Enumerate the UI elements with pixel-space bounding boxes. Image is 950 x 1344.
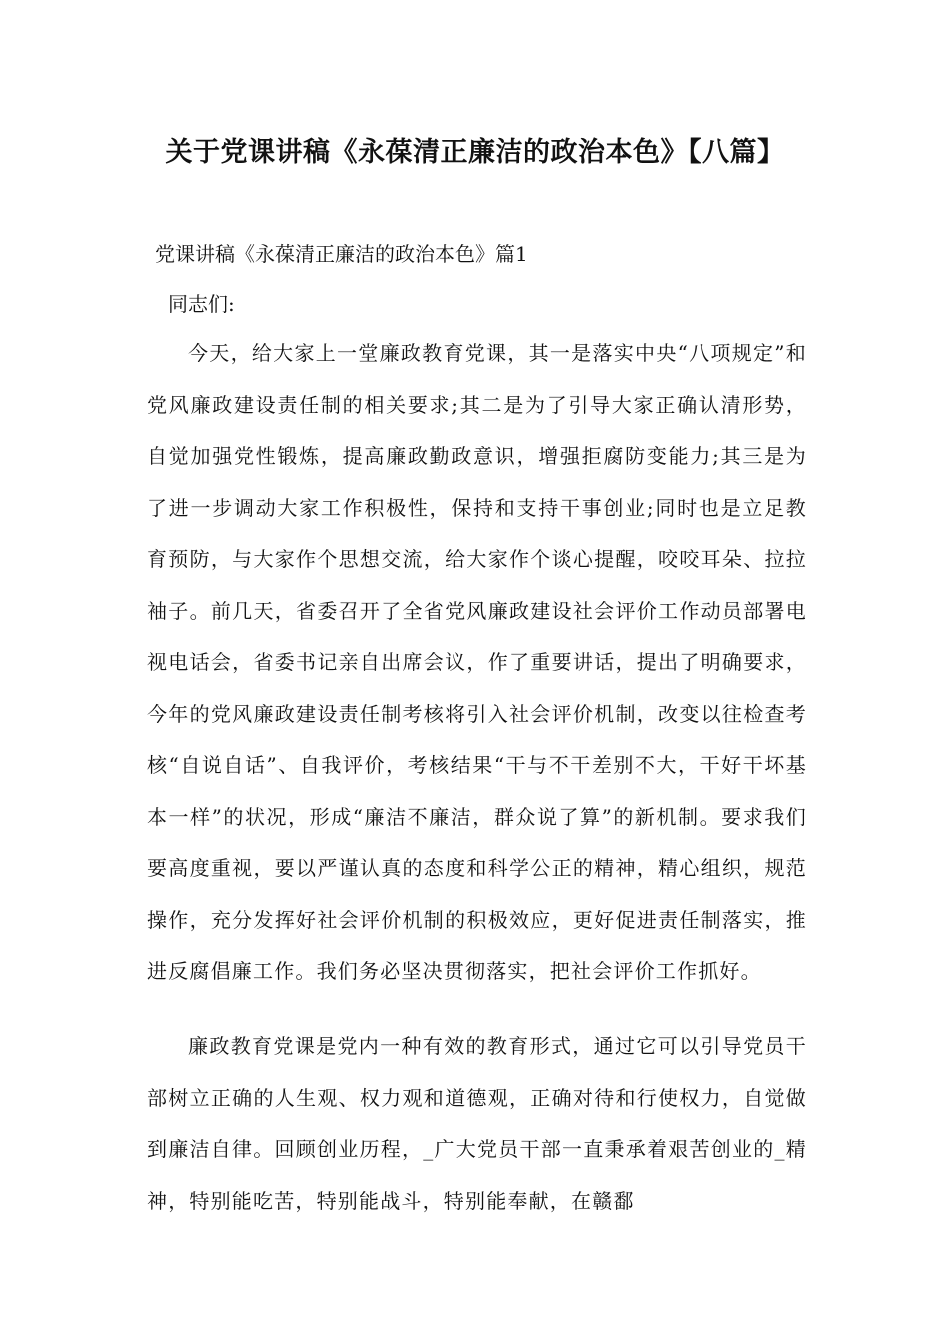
salutation: 同志们: (168, 292, 235, 316)
body-paragraph: 廉政教育党课是党内一种有效的教育形式，通过它可以引导党员干部树立正确的人生观、权力观和道德观，正确对待和行使权力，自觉做到廉洁自律。回顾创业历程，_广大党员干部一直秉承着艰苦创业的_精神，特别能吃苦，特别能战斗，特别能奉献，在赣鄱 (147, 1034, 807, 1213)
document-title: 关于党课讲稿《永葆清正廉洁的政治本色》【八篇】 (165, 137, 785, 168)
section-heading: 党课讲稿《永葆清正廉洁的政治本色》篇1 (155, 242, 528, 266)
body-paragraph: 今天，给大家上一堂廉政教育党课，其一是落实中央“八项规定”和党风廉政建设责任制的相关要求;其二是为了引导大家正确认清形势，自觉加强党性锻炼，提高廉政勤政意识，增强拒腐防变能力;其三是为了进一步调动大家工作积极性，保持和支持干事创业;同时也是立足教育预防，与大家作个思想交流，给大家作个谈心提醒，咬咬耳朵、拉拉袖子。前几天，省委召开了全省党风廉政建设社会评价工作动员部署电视电话会，省委书记亲自出席会议，作了重要讲话，提出了明确要求，今年的党风廉政建设责任制考核将引入社会评价机制，改变以往检查考核“自说自话”、自我评价，考核结果“干与不干差别不大，干好干坏基本一样”的状况，形成“廉洁不廉洁，群众说了算”的新机制。要求我们要高度重视，要以严谨认真的态度和科学公正的精神，精心组织，规范操作，充分发挥好社会评价机制的积极效应，更好促进责任制落实，推进反腐倡廉工作。我们务必坚决贯彻落实，把社会评价工作抓好。 (147, 341, 807, 983)
